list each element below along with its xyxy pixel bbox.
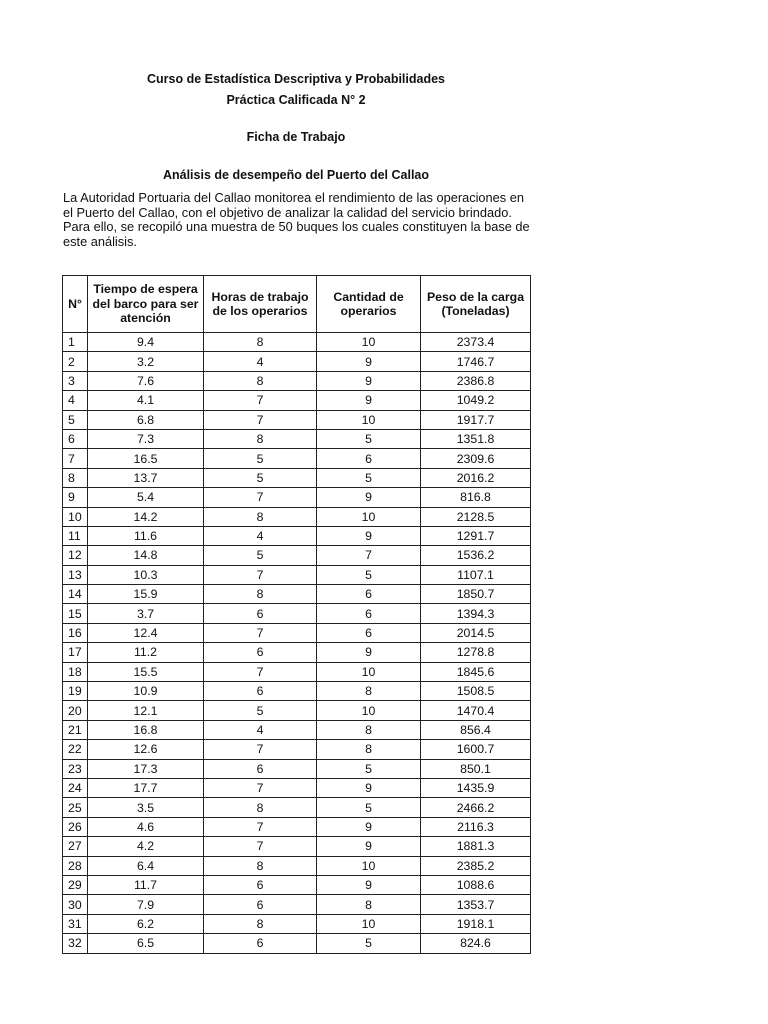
cell-cargo-weight: 1600.7 — [421, 740, 531, 759]
cell-wait-time: 5.4 — [88, 488, 204, 507]
cell-number: 12 — [63, 546, 88, 565]
table-row — [63, 623, 531, 642]
cell-cargo-weight: 1394.3 — [421, 604, 531, 623]
cell-cargo-weight: 2128.5 — [421, 507, 531, 526]
cell-operator-count: 6 — [317, 604, 421, 623]
header-wait-time: Tiempo de espera del barco para ser atención — [88, 276, 204, 333]
header-number: N° — [63, 276, 88, 333]
table-row — [63, 837, 531, 856]
cell-operator-count: 8 — [317, 682, 421, 701]
course-title: Curso de Estadística Descriptiva y Probabilidades — [146, 72, 446, 86]
cell-cargo-weight: 2309.6 — [421, 449, 531, 468]
cell-number: 18 — [63, 662, 88, 681]
cell-operator-count: 8 — [317, 720, 421, 739]
cell-operator-count: 10 — [317, 333, 421, 352]
cell-number: 7 — [63, 449, 88, 468]
cell-wait-time: 7.6 — [88, 371, 204, 390]
table-row — [63, 856, 531, 875]
table-body — [63, 333, 531, 954]
cell-cargo-weight: 1746.7 — [421, 352, 531, 371]
cell-cargo-weight: 2466.2 — [421, 798, 531, 817]
cell-cargo-weight: 2016.2 — [421, 468, 531, 487]
analysis-title: Análisis de desempeño del Puerto del Callao — [162, 168, 430, 182]
table-row — [63, 429, 531, 448]
cell-number: 16 — [63, 623, 88, 642]
cell-operator-count: 8 — [317, 895, 421, 914]
cell-wait-time: 9.4 — [88, 333, 204, 352]
cell-wait-time: 3.7 — [88, 604, 204, 623]
cell-operator-count: 5 — [317, 934, 421, 953]
cell-number: 27 — [63, 837, 88, 856]
cell-wait-time: 7.9 — [88, 895, 204, 914]
cell-work-hours: 7 — [204, 662, 317, 681]
cell-operator-count: 6 — [317, 623, 421, 642]
cell-wait-time: 4.2 — [88, 837, 204, 856]
cell-operator-count: 9 — [317, 371, 421, 390]
table-row — [63, 934, 531, 953]
cell-wait-time: 6.2 — [88, 914, 204, 933]
cell-work-hours: 4 — [204, 352, 317, 371]
cell-work-hours: 7 — [204, 740, 317, 759]
cell-work-hours: 8 — [204, 371, 317, 390]
cell-wait-time: 15.5 — [88, 662, 204, 681]
cell-cargo-weight: 1107.1 — [421, 565, 531, 584]
cell-number: 4 — [63, 391, 88, 410]
cell-cargo-weight: 2385.2 — [421, 856, 531, 875]
cell-work-hours: 5 — [204, 468, 317, 487]
cell-operator-count: 10 — [317, 701, 421, 720]
cell-work-hours: 5 — [204, 449, 317, 468]
cell-work-hours: 8 — [204, 429, 317, 448]
table-row — [63, 720, 531, 739]
cell-wait-time: 6.5 — [88, 934, 204, 953]
cell-cargo-weight: 1049.2 — [421, 391, 531, 410]
cell-wait-time: 13.7 — [88, 468, 204, 487]
cell-operator-count: 9 — [317, 488, 421, 507]
cell-number: 20 — [63, 701, 88, 720]
table-row — [63, 488, 531, 507]
cell-number: 1 — [63, 333, 88, 352]
cell-wait-time: 12.6 — [88, 740, 204, 759]
cell-operator-count: 7 — [317, 546, 421, 565]
cell-number: 17 — [63, 643, 88, 662]
cell-number: 29 — [63, 875, 88, 894]
table-row — [63, 662, 531, 681]
cell-operator-count: 10 — [317, 507, 421, 526]
cell-wait-time: 15.9 — [88, 585, 204, 604]
cell-number: 28 — [63, 856, 88, 875]
cell-cargo-weight: 1845.6 — [421, 662, 531, 681]
cell-work-hours: 6 — [204, 604, 317, 623]
intro-paragraph: La Autoridad Portuaria del Callao monitorea el rendimiento de las operaciones en el Puerto del Callao, con el objetivo de analizar la calidad del servicio brindado. Para ello, se recopiló una muestra de 50 buques los cuales constituyen la base de este análisis. — [63, 190, 530, 249]
cell-work-hours: 5 — [204, 546, 317, 565]
cell-work-hours: 5 — [204, 701, 317, 720]
cell-work-hours: 6 — [204, 934, 317, 953]
cell-wait-time: 17.7 — [88, 778, 204, 797]
cell-wait-time: 14.2 — [88, 507, 204, 526]
cell-operator-count: 6 — [317, 449, 421, 468]
table-row — [63, 585, 531, 604]
cell-work-hours: 4 — [204, 720, 317, 739]
cell-cargo-weight: 824.6 — [421, 934, 531, 953]
table-row — [63, 352, 531, 371]
cell-wait-time: 11.2 — [88, 643, 204, 662]
cell-cargo-weight: 850.1 — [421, 759, 531, 778]
worksheet-title: Ficha de Trabajo — [246, 130, 346, 144]
cell-operator-count: 9 — [317, 837, 421, 856]
cell-cargo-weight: 1918.1 — [421, 914, 531, 933]
cell-number: 15 — [63, 604, 88, 623]
cell-number: 21 — [63, 720, 88, 739]
cell-cargo-weight: 1278.8 — [421, 643, 531, 662]
cell-number: 32 — [63, 934, 88, 953]
table-row — [63, 410, 531, 429]
cell-number: 23 — [63, 759, 88, 778]
table-row — [63, 759, 531, 778]
table-row — [63, 526, 531, 545]
cell-operator-count: 5 — [317, 429, 421, 448]
table-row — [63, 895, 531, 914]
cell-cargo-weight: 1088.6 — [421, 875, 531, 894]
cell-cargo-weight: 1536.2 — [421, 546, 531, 565]
cell-cargo-weight: 1353.7 — [421, 895, 531, 914]
cell-number: 31 — [63, 914, 88, 933]
cell-operator-count: 9 — [317, 391, 421, 410]
table-row — [63, 565, 531, 584]
cell-work-hours: 8 — [204, 507, 317, 526]
cell-work-hours: 7 — [204, 623, 317, 642]
table-row — [63, 817, 531, 836]
cell-number: 13 — [63, 565, 88, 584]
cell-operator-count: 5 — [317, 468, 421, 487]
cell-wait-time: 10.9 — [88, 682, 204, 701]
cell-work-hours: 6 — [204, 643, 317, 662]
cell-work-hours: 7 — [204, 817, 317, 836]
cell-operator-count: 10 — [317, 856, 421, 875]
cell-cargo-weight: 1351.8 — [421, 429, 531, 448]
cell-number: 30 — [63, 895, 88, 914]
cell-wait-time: 6.8 — [88, 410, 204, 429]
table-row — [63, 604, 531, 623]
cell-wait-time: 14.8 — [88, 546, 204, 565]
cell-operator-count: 6 — [317, 585, 421, 604]
cell-work-hours: 4 — [204, 526, 317, 545]
cell-wait-time: 16.8 — [88, 720, 204, 739]
cell-work-hours: 6 — [204, 759, 317, 778]
cell-number: 14 — [63, 585, 88, 604]
cell-operator-count: 9 — [317, 643, 421, 662]
cell-wait-time: 3.5 — [88, 798, 204, 817]
cell-work-hours: 7 — [204, 837, 317, 856]
cell-operator-count: 10 — [317, 410, 421, 429]
cell-wait-time: 11.7 — [88, 875, 204, 894]
cell-operator-count: 5 — [317, 798, 421, 817]
cell-wait-time: 11.6 — [88, 526, 204, 545]
table-row — [63, 391, 531, 410]
table-row — [63, 507, 531, 526]
table-row — [63, 546, 531, 565]
cell-number: 9 — [63, 488, 88, 507]
cell-number: 25 — [63, 798, 88, 817]
cell-number: 5 — [63, 410, 88, 429]
cell-number: 24 — [63, 778, 88, 797]
header-operator-count: Cantidad de operarios — [317, 276, 421, 333]
data-table — [62, 275, 531, 954]
cell-work-hours: 7 — [204, 391, 317, 410]
cell-number: 2 — [63, 352, 88, 371]
table-row — [63, 740, 531, 759]
practice-title: Práctica Calificada N° 2 — [226, 93, 366, 107]
cell-work-hours: 6 — [204, 682, 317, 701]
cell-operator-count: 10 — [317, 662, 421, 681]
table-row — [63, 875, 531, 894]
cell-number: 10 — [63, 507, 88, 526]
table-row — [63, 798, 531, 817]
cell-operator-count: 10 — [317, 914, 421, 933]
cell-work-hours: 8 — [204, 914, 317, 933]
cell-cargo-weight: 1470.4 — [421, 701, 531, 720]
table-header-row — [63, 276, 531, 333]
table-row — [63, 682, 531, 701]
cell-cargo-weight: 2373.4 — [421, 333, 531, 352]
cell-wait-time: 16.5 — [88, 449, 204, 468]
cell-work-hours: 7 — [204, 488, 317, 507]
cell-cargo-weight: 1291.7 — [421, 526, 531, 545]
cell-cargo-weight: 2116.3 — [421, 817, 531, 836]
cell-wait-time: 12.4 — [88, 623, 204, 642]
table-row — [63, 449, 531, 468]
cell-operator-count: 9 — [317, 352, 421, 371]
cell-cargo-weight: 1881.3 — [421, 837, 531, 856]
cell-operator-count: 5 — [317, 759, 421, 778]
cell-number: 11 — [63, 526, 88, 545]
cell-work-hours: 6 — [204, 895, 317, 914]
cell-wait-time: 6.4 — [88, 856, 204, 875]
cell-cargo-weight: 1508.5 — [421, 682, 531, 701]
cell-wait-time: 12.1 — [88, 701, 204, 720]
table-row — [63, 778, 531, 797]
cell-wait-time: 3.2 — [88, 352, 204, 371]
cell-number: 8 — [63, 468, 88, 487]
header-cargo-weight: Peso de la carga (Toneladas) — [421, 276, 531, 333]
cell-wait-time: 4.1 — [88, 391, 204, 410]
cell-work-hours: 8 — [204, 333, 317, 352]
cell-cargo-weight: 1850.7 — [421, 585, 531, 604]
cell-number: 26 — [63, 817, 88, 836]
table-row — [63, 468, 531, 487]
cell-cargo-weight: 856.4 — [421, 720, 531, 739]
cell-cargo-weight: 1917.7 — [421, 410, 531, 429]
cell-number: 6 — [63, 429, 88, 448]
cell-operator-count: 9 — [317, 817, 421, 836]
table-row — [63, 643, 531, 662]
table-row — [63, 371, 531, 390]
table-row — [63, 701, 531, 720]
cell-work-hours: 7 — [204, 565, 317, 584]
cell-cargo-weight: 816.8 — [421, 488, 531, 507]
cell-operator-count: 8 — [317, 740, 421, 759]
cell-wait-time: 17.3 — [88, 759, 204, 778]
header-work-hours: Horas de trabajo de los operarios — [204, 276, 317, 333]
cell-wait-time: 10.3 — [88, 565, 204, 584]
cell-work-hours: 6 — [204, 875, 317, 894]
cell-operator-count: 9 — [317, 778, 421, 797]
cell-wait-time: 4.6 — [88, 817, 204, 836]
cell-cargo-weight: 1435.9 — [421, 778, 531, 797]
cell-operator-count: 5 — [317, 565, 421, 584]
cell-work-hours: 8 — [204, 798, 317, 817]
table-row — [63, 333, 531, 352]
cell-wait-time: 7.3 — [88, 429, 204, 448]
cell-number: 22 — [63, 740, 88, 759]
cell-number: 3 — [63, 371, 88, 390]
cell-cargo-weight: 2014.5 — [421, 623, 531, 642]
table-row — [63, 914, 531, 933]
cell-cargo-weight: 2386.8 — [421, 371, 531, 390]
cell-work-hours: 8 — [204, 856, 317, 875]
cell-work-hours: 7 — [204, 410, 317, 429]
cell-number: 19 — [63, 682, 88, 701]
cell-operator-count: 9 — [317, 526, 421, 545]
cell-operator-count: 9 — [317, 875, 421, 894]
cell-work-hours: 7 — [204, 778, 317, 797]
cell-work-hours: 8 — [204, 585, 317, 604]
